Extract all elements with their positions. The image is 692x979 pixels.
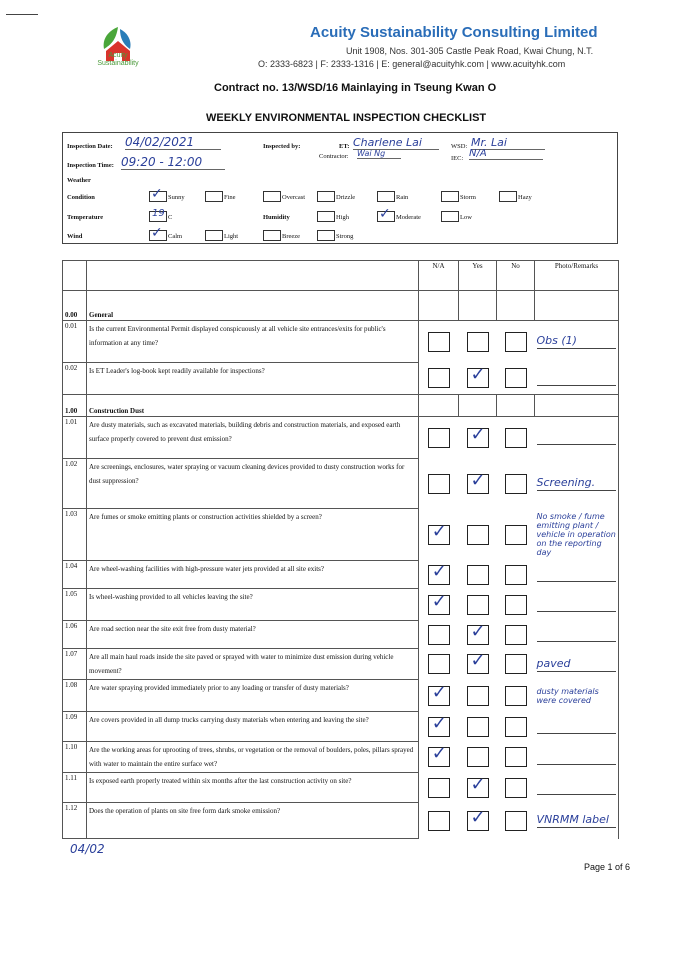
address-line-2: O: 2333-6823 | F: 2333-1316 | E: general@acuityhk.com | www.acuityhk.com xyxy=(258,59,566,69)
remarks-cell xyxy=(535,321,619,363)
wsd-value[interactable]: Mr. Lai xyxy=(471,136,545,150)
check-mark-icon: ✓ xyxy=(431,520,447,542)
yes-cell xyxy=(459,589,497,621)
section-empty xyxy=(535,291,619,321)
section-empty xyxy=(459,291,497,321)
row-question: Are fumes or smoke emitting plants or construction activities shielded by a screen? xyxy=(87,509,419,561)
wsd-label: WSD: xyxy=(451,143,468,150)
table-row xyxy=(63,773,619,803)
yes-cell xyxy=(459,417,497,459)
remark-text[interactable]: dusty materials were covered xyxy=(536,686,599,705)
yes-cell xyxy=(459,742,497,773)
table-row xyxy=(63,417,619,459)
header-na: N/A xyxy=(419,261,459,291)
row-num: 1.04 xyxy=(63,561,87,589)
row-question: Are the working areas for uprooting of trees, shrubs, or vegetation or the removal of boulders, poles, pillars sprayed with water to maintain the entire surface wet? xyxy=(87,742,419,773)
row-num: 1.06 xyxy=(63,621,87,649)
row-question: Are wheel-washing facilities with high-pressure water jets provided at all site exits? xyxy=(87,561,419,589)
no-checkbox[interactable] xyxy=(505,565,527,585)
remark-text[interactable]: No smoke / fume emitting plant / vehicle in operation on the reporting day xyxy=(536,512,616,557)
yes-cell xyxy=(459,321,497,363)
yes-cell xyxy=(459,509,497,561)
yes-checkbox[interactable] xyxy=(467,565,489,585)
yes-cell xyxy=(459,561,497,589)
row-question: Are all main haul roads inside the site paved or sprayed with water to minimize dust emission during vehicle movement? xyxy=(87,649,419,680)
yes-cell xyxy=(459,712,497,742)
na-cell xyxy=(419,589,459,621)
row-num: 1.11 xyxy=(63,773,87,803)
remark-text[interactable] xyxy=(537,627,617,642)
yes-cell xyxy=(459,459,497,509)
humidity-moderate: Moderate xyxy=(396,214,421,221)
na-checkbox[interactable] xyxy=(428,332,450,352)
no-checkbox[interactable] xyxy=(505,778,527,798)
no-checkbox[interactable] xyxy=(505,595,527,615)
row-num: 0.01 xyxy=(63,321,87,363)
remark-text[interactable] xyxy=(537,780,617,795)
no-cell xyxy=(497,417,535,459)
humidity-high-checkbox[interactable] xyxy=(317,211,335,222)
yes-checkbox[interactable] xyxy=(467,423,489,448)
table-row xyxy=(63,321,619,363)
row-num: 1.12 xyxy=(63,803,87,839)
na-cell xyxy=(419,417,459,459)
wind-calm: Calm xyxy=(168,233,183,240)
section-row xyxy=(63,291,619,321)
remarks-cell xyxy=(535,459,619,509)
condition-fine: Fine xyxy=(224,194,236,201)
page-number: Page 1 of 6 xyxy=(584,862,631,872)
remarks-cell xyxy=(535,712,619,742)
et-value[interactable]: Charlene Lai xyxy=(353,136,439,150)
yes-checkbox[interactable] xyxy=(467,717,489,737)
condition-sunny: Sunny xyxy=(168,194,185,201)
yes-cell xyxy=(459,680,497,712)
yes-checkbox[interactable] xyxy=(467,806,489,831)
handwritten-date: 04/02 xyxy=(70,842,105,856)
row-num: 1.03 xyxy=(63,509,87,561)
yes-cell xyxy=(459,773,497,803)
yes-checkbox[interactable] xyxy=(467,747,489,767)
wind-breeze: Breeze xyxy=(282,233,301,240)
yes-checkbox[interactable] xyxy=(467,332,489,352)
section-title: General xyxy=(87,291,419,321)
iec-label: IEC: xyxy=(451,155,464,162)
temperature-box[interactable] xyxy=(149,208,167,222)
header-no: No xyxy=(497,261,535,291)
iec-value[interactable]: N/A xyxy=(469,148,543,160)
na-checkbox[interactable] xyxy=(428,654,450,674)
yes-cell xyxy=(459,649,497,680)
na-cell xyxy=(419,649,459,680)
remarks-cell xyxy=(535,417,619,459)
no-cell xyxy=(497,321,535,363)
humidity-high: High xyxy=(336,214,349,221)
na-checkbox[interactable] xyxy=(428,681,450,706)
no-checkbox[interactable] xyxy=(505,332,527,352)
row-question: Are water spraying provided immediately prior to any loading or transfer of dusty materials? xyxy=(87,680,419,712)
inspection-time-value[interactable]: 09:20 - 12:00 xyxy=(121,155,225,170)
row-question: Are road section near the site exit free from dusty material? xyxy=(87,621,419,649)
na-cell xyxy=(419,509,459,561)
section-title: Construction Dust xyxy=(87,395,419,417)
row-num: 1.10 xyxy=(63,742,87,773)
no-checkbox[interactable] xyxy=(505,525,527,545)
na-cell xyxy=(419,459,459,509)
na-checkbox[interactable] xyxy=(428,778,450,798)
check-mark-icon: ✓ xyxy=(470,469,486,491)
temperature-value: 19 xyxy=(152,208,165,219)
no-checkbox[interactable] xyxy=(505,717,527,737)
inspected-by-label: Inspected by: xyxy=(263,143,301,150)
table-row xyxy=(63,712,619,742)
na-cell xyxy=(419,561,459,589)
et-label: ET: xyxy=(339,143,350,150)
company-name: Acuity Sustainability Consulting Limited xyxy=(310,24,598,41)
yes-cell xyxy=(459,803,497,839)
section-num: 1.00 xyxy=(63,395,87,417)
storm-checkbox[interactable] xyxy=(441,191,459,202)
remark-text[interactable]: VNRMM label xyxy=(537,813,617,828)
checklist-table xyxy=(62,260,619,839)
na-checkbox[interactable] xyxy=(428,712,450,737)
wind-light-checkbox[interactable] xyxy=(205,230,223,241)
no-checkbox[interactable] xyxy=(505,811,527,831)
yes-checkbox[interactable] xyxy=(467,525,489,545)
yes-cell xyxy=(459,363,497,395)
header-remarks: Photo/Remarks xyxy=(535,261,619,291)
na-checkbox[interactable] xyxy=(428,474,450,494)
row-question: Is exposed earth properly treated within six months after the last construction activity on site? xyxy=(87,773,419,803)
table-row xyxy=(63,742,619,773)
section-row xyxy=(63,395,619,417)
no-cell xyxy=(497,561,535,589)
remarks-cell xyxy=(535,649,619,680)
na-checkbox[interactable] xyxy=(428,625,450,645)
na-cell xyxy=(419,773,459,803)
na-checkbox[interactable] xyxy=(428,811,450,831)
remarks-cell xyxy=(535,742,619,773)
temperature-unit: C xyxy=(168,214,173,221)
section-empty xyxy=(497,395,535,417)
table-row xyxy=(63,803,619,839)
na-cell xyxy=(419,680,459,712)
table-row xyxy=(63,589,619,621)
row-num: 0.02 xyxy=(63,363,87,395)
wind-strong: Strong xyxy=(336,233,354,240)
inspection-date-value[interactable]: 04/02/2021 xyxy=(125,135,221,150)
check-mark-icon: ✓ xyxy=(470,650,486,671)
condition-overcast: Overcast xyxy=(282,194,306,201)
no-cell xyxy=(497,712,535,742)
remark-text[interactable]: paved xyxy=(537,657,617,672)
yes-checkbox[interactable] xyxy=(467,620,489,645)
table-row xyxy=(63,680,619,712)
no-checkbox[interactable] xyxy=(505,474,527,494)
check-mark-icon: ✓ xyxy=(431,743,447,764)
fine-checkbox[interactable] xyxy=(205,191,223,202)
row-question: Is ET Leader's log-book kept readily available for inspections? xyxy=(87,363,419,395)
na-checkbox[interactable] xyxy=(428,428,450,448)
na-checkbox[interactable] xyxy=(428,743,450,767)
row-num: 1.05 xyxy=(63,589,87,621)
check-mark-icon: ✓ xyxy=(470,423,486,445)
inspection-info-box xyxy=(62,132,618,244)
condition-rain: Rain xyxy=(396,194,409,201)
condition-drizzle: Drizzle xyxy=(336,194,356,201)
section-empty xyxy=(419,291,459,321)
no-cell xyxy=(497,363,535,395)
na-cell xyxy=(419,712,459,742)
row-num: 1.08 xyxy=(63,680,87,712)
section-empty xyxy=(535,395,619,417)
condition-label: Condition xyxy=(67,194,95,201)
wind-strong-checkbox[interactable] xyxy=(317,230,335,241)
yes-checkbox[interactable] xyxy=(467,469,489,494)
remarks-cell xyxy=(535,773,619,803)
wind-label: Wind xyxy=(67,233,83,240)
table-row xyxy=(63,459,619,509)
row-question: Are covers provided in all dump trucks carrying dusty materials when entering and leaving the site? xyxy=(87,712,419,742)
check-mark-icon: ✓ xyxy=(431,590,447,612)
na-checkbox[interactable] xyxy=(428,368,450,388)
no-cell xyxy=(497,803,535,839)
wind-breeze-checkbox[interactable] xyxy=(263,230,281,241)
logo-text: Acuity Sustainability xyxy=(97,52,139,67)
inspection-time-label: Inspection Time: xyxy=(67,162,114,169)
no-checkbox[interactable] xyxy=(505,747,527,767)
table-row xyxy=(63,561,619,589)
remark-text[interactable] xyxy=(537,597,617,612)
remark-text[interactable] xyxy=(537,430,617,445)
remarks-cell xyxy=(535,621,619,649)
no-checkbox[interactable] xyxy=(505,368,527,388)
remark-text[interactable] xyxy=(537,750,617,765)
temperature-label: Temperature xyxy=(67,214,104,221)
humidity-low: Low xyxy=(460,214,472,221)
na-cell xyxy=(419,803,459,839)
row-question: Are dusty materials, such as excavated materials, building debris and construction materials, and exposed earth surface properly covered to prevent dust emission? xyxy=(87,417,419,459)
humidity-moderate-checkbox[interactable]: ✓ xyxy=(377,211,395,222)
check-mark-icon: ✓ xyxy=(470,620,486,642)
table-header-row xyxy=(63,261,619,291)
row-question: Is wheel-washing provided to all vehicles leaving the site? xyxy=(87,589,419,621)
table-row xyxy=(63,509,619,561)
no-cell xyxy=(497,742,535,773)
yes-checkbox[interactable] xyxy=(467,686,489,706)
no-checkbox[interactable] xyxy=(505,654,527,674)
contractor-value[interactable]: Wai Ng xyxy=(357,149,401,159)
overcast-checkbox[interactable] xyxy=(263,191,281,202)
no-cell xyxy=(497,649,535,680)
no-checkbox[interactable] xyxy=(505,428,527,448)
humidity-label: Humidity xyxy=(263,214,290,221)
table-row xyxy=(63,621,619,649)
header-num-cell xyxy=(63,261,87,291)
na-cell xyxy=(419,621,459,649)
drizzle-checkbox[interactable] xyxy=(317,191,335,202)
row-question: Are screenings, enclosures, water spraying or vacuum cleaning devices provided to dusty construction works for dust suppression? xyxy=(87,459,419,509)
table-row xyxy=(63,649,619,680)
remarks-cell xyxy=(535,589,619,621)
yes-checkbox[interactable] xyxy=(467,595,489,615)
na-cell xyxy=(419,363,459,395)
remark-text[interactable] xyxy=(537,719,617,734)
section-empty xyxy=(459,395,497,417)
na-checkbox[interactable] xyxy=(428,560,450,585)
check-mark-icon: ✓ xyxy=(470,773,486,795)
remarks-cell xyxy=(535,680,619,712)
row-num: 1.01 xyxy=(63,417,87,459)
no-checkbox[interactable] xyxy=(505,686,527,706)
header-item-cell xyxy=(87,261,419,291)
humidity-low-checkbox[interactable] xyxy=(441,211,459,222)
weather-label: Weather xyxy=(67,177,91,184)
address-line-1: Unit 1908, Nos. 301-305 Castle Peak Road, Kwai Chung, N.T. xyxy=(346,46,594,56)
check-mark-icon: ✓ xyxy=(431,712,447,734)
table-row xyxy=(63,363,619,395)
yes-checkbox[interactable] xyxy=(467,364,489,388)
no-cell xyxy=(497,621,535,649)
remark-text[interactable]: Screening. xyxy=(537,476,617,491)
section-empty xyxy=(419,395,459,417)
contract-number: Contract no. 13/WSD/16 Mainlaying in Tseung Kwan O xyxy=(214,82,497,94)
yes-checkbox[interactable] xyxy=(467,773,489,798)
yes-checkbox[interactable] xyxy=(467,650,489,674)
no-checkbox[interactable] xyxy=(505,625,527,645)
na-checkbox[interactable] xyxy=(428,590,450,615)
no-cell xyxy=(497,680,535,712)
hazy-checkbox[interactable] xyxy=(499,191,517,202)
wind-light: Light xyxy=(224,233,239,240)
remarks-cell xyxy=(535,561,619,589)
row-question: Is the current Environmental Permit displayed conspicuously at all vehicle site entrances/exits for public's information at any time? xyxy=(87,321,419,363)
corner-mark xyxy=(6,14,38,15)
inspection-date-label: Inspection Date: xyxy=(67,143,113,150)
section-empty xyxy=(497,291,535,321)
check-mark-icon: ✓ xyxy=(431,681,447,703)
checklist-title: WEEKLY ENVIRONMENTAL INSPECTION CHECKLIST xyxy=(206,112,487,124)
condition-storm: Storm xyxy=(460,194,476,201)
yes-cell xyxy=(459,621,497,649)
row-num: 1.07 xyxy=(63,649,87,680)
na-cell xyxy=(419,742,459,773)
rain-checkbox[interactable] xyxy=(377,191,395,202)
header-yes: Yes xyxy=(459,261,497,291)
sunny-checkbox[interactable]: ✓ xyxy=(149,191,167,202)
row-question: Does the operation of plants on site free form dark smoke emission? xyxy=(87,803,419,839)
condition-hazy: Hazy xyxy=(518,194,532,201)
check-mark-icon: ✓ xyxy=(470,806,486,828)
row-num: 1.09 xyxy=(63,712,87,742)
row-num: 1.02 xyxy=(63,459,87,509)
check-mark-icon: ✓ xyxy=(470,364,486,386)
no-cell xyxy=(497,509,535,561)
na-cell xyxy=(419,321,459,363)
remark-text[interactable] xyxy=(537,567,617,582)
remarks-cell xyxy=(535,803,619,839)
remark-text[interactable] xyxy=(537,371,617,386)
no-cell xyxy=(497,773,535,803)
wind-calm-checkbox[interactable]: ✓ xyxy=(149,230,167,241)
no-cell xyxy=(497,589,535,621)
remarks-cell xyxy=(535,509,619,561)
no-cell xyxy=(497,459,535,509)
na-checkbox[interactable] xyxy=(428,520,450,545)
check-mark-icon: ✓ xyxy=(431,560,447,582)
remark-text[interactable]: Obs (1) xyxy=(537,334,617,349)
contractor-label: Contractor: xyxy=(319,153,349,160)
section-num: 0.00 xyxy=(63,291,87,321)
remarks-cell xyxy=(535,363,619,395)
